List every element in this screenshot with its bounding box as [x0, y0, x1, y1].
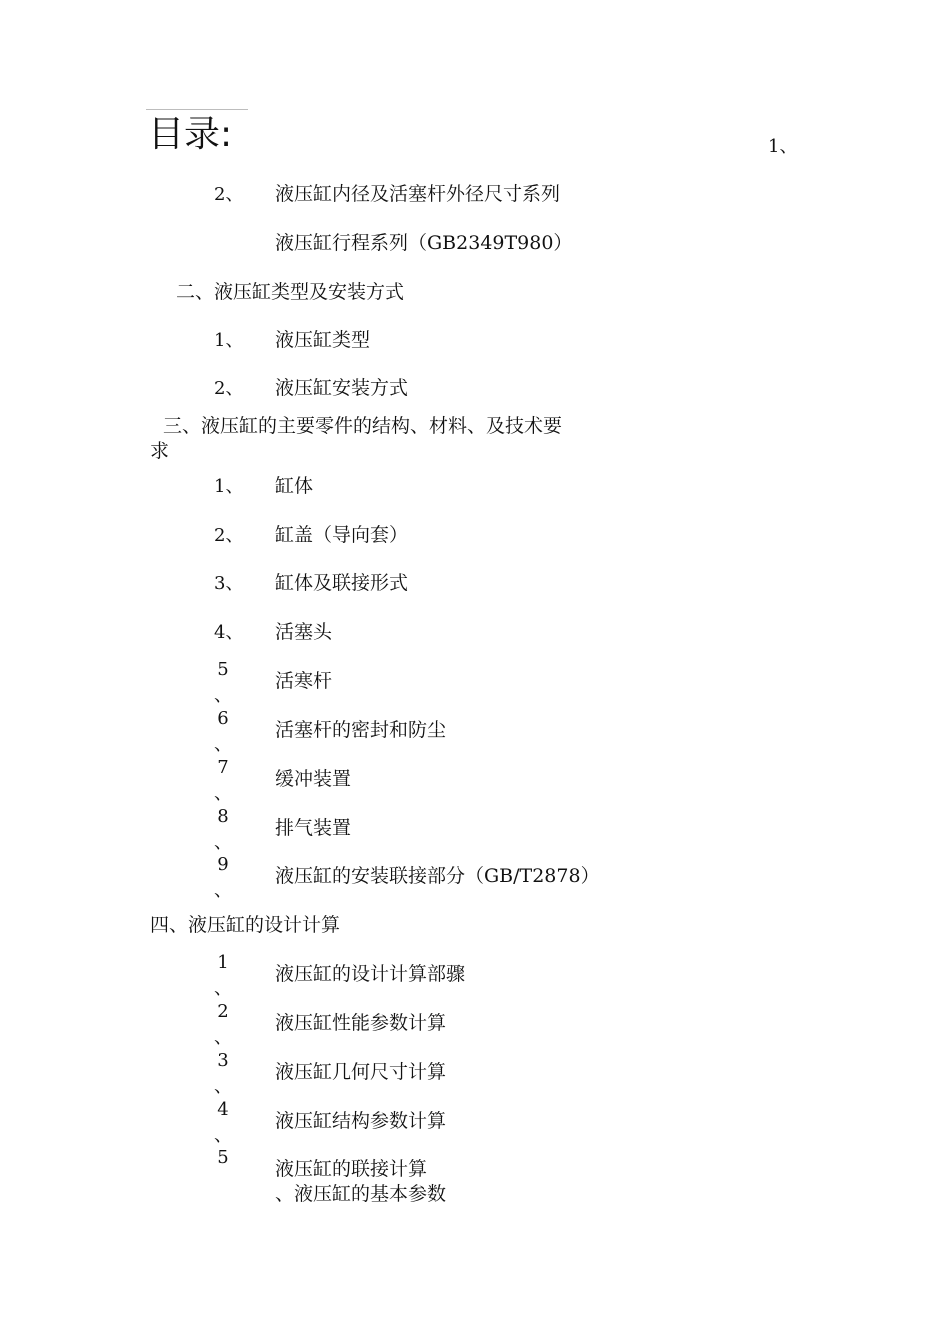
toc-entry-continuation: 、液压缸的基本参数: [275, 1183, 447, 1205]
toc-number-vertical: 3 、: [214, 1050, 232, 1097]
toc-entry: 液压缸类型: [275, 329, 371, 351]
toc-number-vertical: 5 、: [214, 659, 232, 706]
toc-number-vertical: 5: [217, 1147, 229, 1168]
toc-entry: 活塞杆的密封和防尘: [275, 719, 447, 741]
toc-number: 3、: [214, 573, 244, 594]
toc-entry: 缸体: [275, 475, 314, 497]
section-heading: 二、液压缸类型及安装方式: [176, 281, 405, 303]
toc-number-vertical: 4 、: [214, 1099, 232, 1146]
toc-number-vertical: 9 、: [214, 854, 232, 901]
toc-entry: 液压缸的设计计算部骤: [275, 963, 466, 985]
toc-number-vertical: 7 、: [214, 757, 232, 804]
toc-entry: 缸体及联接形式: [275, 572, 409, 594]
toc-entry: 排气装置: [275, 817, 352, 839]
toc-entry: 液压缸的联接计算: [275, 1158, 428, 1180]
toc-title: 目录:: [148, 114, 233, 155]
toc-entry: 缓冲装置: [275, 768, 352, 790]
toc-number: 2、: [214, 378, 244, 399]
toc-entry: 液压缸内径及活塞杆外径尺寸系列: [275, 183, 561, 205]
corner-number: 1、: [768, 136, 798, 157]
toc-entry: 液压缸几何尺寸计算: [275, 1061, 447, 1083]
toc-entry: 缸盖（导向套）: [275, 524, 409, 546]
toc-number-vertical: 2 、: [214, 1001, 232, 1048]
toc-entry: 活寒杆: [275, 670, 333, 692]
toc-number-vertical: 8 、: [214, 806, 232, 853]
section-heading: 四、液压缸的设计计算: [150, 914, 341, 936]
toc-number: 1、: [214, 476, 244, 497]
header-rule: [146, 109, 248, 110]
toc-number: 2、: [214, 184, 244, 205]
toc-entry: 液压缸的安装联接部分（GB/T2878）: [275, 865, 600, 887]
section-heading: 三、液压缸的主要零件的结构、材料、及技术要: [163, 415, 563, 437]
toc-number: 2、: [214, 525, 244, 546]
toc-entry: 液压缸行程系列（GB2349T980）: [275, 232, 573, 254]
toc-number: 4、: [214, 622, 244, 643]
toc-entry: 液压缸结构参数计算: [275, 1110, 447, 1132]
toc-number: 1、: [214, 330, 244, 351]
toc-number-vertical: 1 、: [214, 952, 232, 999]
toc-number-vertical: 6 、: [214, 708, 232, 755]
toc-entry: 液压缸安装方式: [275, 377, 409, 399]
section-heading-wrap: 求: [150, 440, 170, 462]
toc-entry: 液压缸性能参数计算: [275, 1012, 447, 1034]
toc-entry: 活塞头: [275, 621, 333, 643]
